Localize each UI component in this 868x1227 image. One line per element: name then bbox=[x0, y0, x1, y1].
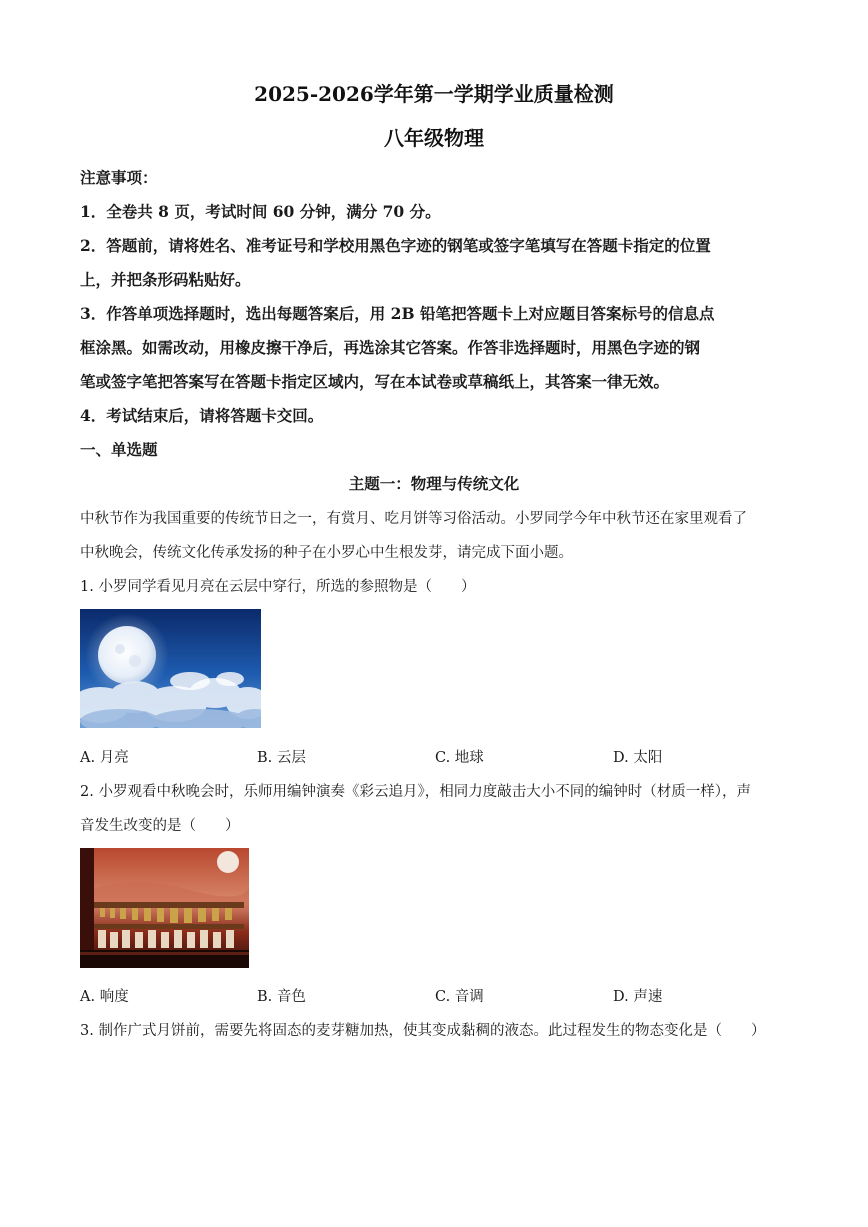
notice-item: 笔或签字笔把答案写在答题卡指定区域内，写在本试卷或草稿纸上，其答案一律无效。 bbox=[80, 372, 670, 391]
notice-item: 4．考试结束后，请将答题卡交回。 bbox=[80, 406, 324, 425]
exam-title: 2025-2026学年第一学期学业质量检测 bbox=[254, 82, 614, 106]
notice-heading: 注意事项： bbox=[80, 168, 158, 187]
notice-item: 框涂黑。如需改动，用橡皮擦干净后，再选涂其它答案。作答非选择题时，用黑色字迹的钢 bbox=[80, 338, 701, 357]
section-heading: 一、单选题 bbox=[80, 440, 158, 459]
theme-heading: 主题一：物理与传统文化 bbox=[348, 474, 520, 493]
option-a: A. 响度 bbox=[80, 989, 129, 1005]
intro-text: 中秋晚会，传统文化传承发扬的种子在小罗心中生根发芽，请完成下面小题。 bbox=[80, 545, 573, 561]
notice-item: 2．答题前，请将姓名、准考证号和学校用黑色字迹的钢笔或签字笔填写在答题卡指定的位置 bbox=[80, 236, 711, 255]
option-d: D. 声速 bbox=[613, 989, 663, 1005]
intro-text: 中秋节作为我国重要的传统节日之一，有赏月、吃月饼等习俗活动。小罗同学今年中秋节还在家里观看了 bbox=[80, 511, 747, 527]
question-stem: 2. 小罗观看中秋晚会时，乐师用编钟演奏《彩云追月》，相同力度敲击大小不同的编钟时（材质一样），声 bbox=[80, 784, 751, 800]
option-d: D. 太阳 bbox=[613, 750, 663, 766]
option-b: B. 云层 bbox=[257, 750, 306, 766]
option-b: B. 音色 bbox=[257, 989, 306, 1005]
chime-bells-illustration bbox=[80, 848, 249, 968]
question-stem: 音发生改变的是（ ） bbox=[80, 818, 240, 834]
exam-subtitle: 八年级物理 bbox=[384, 126, 484, 150]
option-a: A. 月亮 bbox=[80, 750, 129, 766]
notice-item: 3．作答单项选择题时，选出每题答案后，用 2B 铅笔把答题卡上对应题目答案标号的信息点 bbox=[80, 304, 715, 323]
chime-bells-image bbox=[80, 848, 249, 968]
notice-item: 上，并把条形码粘贴好。 bbox=[80, 270, 251, 289]
moon-clouds-illustration bbox=[80, 609, 261, 728]
question-stem: 1. 小罗同学看见月亮在云层中穿行，所选的参照物是（ ） bbox=[80, 579, 476, 595]
notice-item: 1．全卷共 8 页，考试时间 60 分钟，满分 70 分。 bbox=[80, 202, 441, 221]
moon-clouds-image bbox=[80, 609, 261, 728]
question-stem: 3. 制作广式月饼前，需要先将固态的麦芽糖加热，使其变成黏稠的液态。此过程发生的物态变化是（ ） bbox=[80, 1023, 766, 1039]
option-c: C. 音调 bbox=[435, 989, 484, 1005]
option-c: C. 地球 bbox=[435, 750, 484, 766]
